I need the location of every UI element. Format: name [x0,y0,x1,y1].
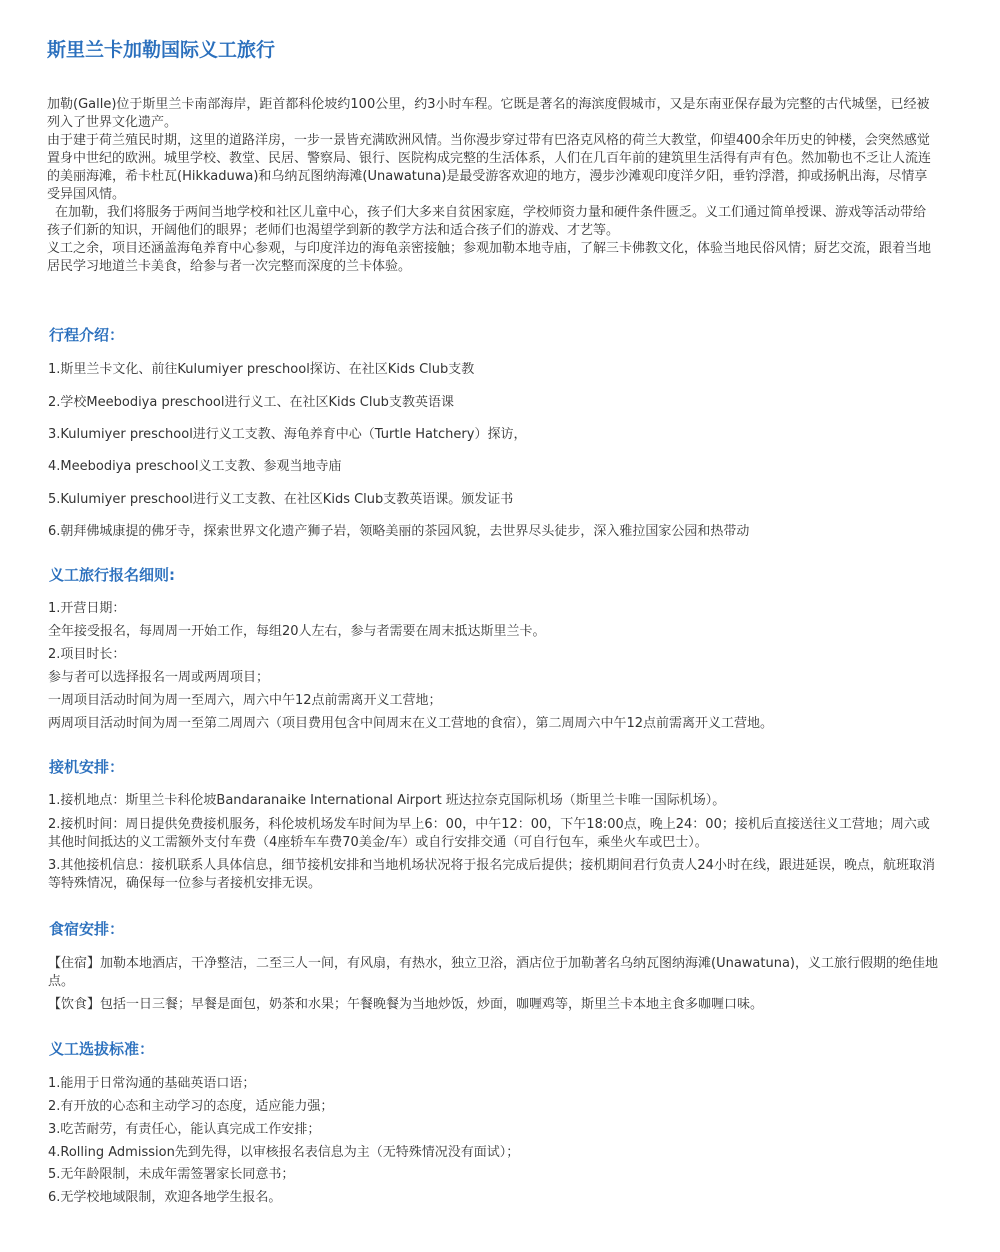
itinerary-item: 5.Kulumiyer preschool进行义工支教、在社区Kids Club支教英语课。颁发证书 [48,492,514,507]
itinerary-item: 3.Kulumiyer preschool进行义工支教、海龟养育中心（Turtle Hatchery）探访， [48,427,527,442]
selection-item: 5.无年龄限制，未成年需签署家长同意书； [48,1167,295,1182]
intro-paragraph: 加勒(Galle)位于斯里兰卡南部海岸，距首都科伦坡约100公里，约3小时车程。它既是著名的海滨度假城市，又是东南亚保存最为完整的古代城堡，已经被列入了世界文化遗产。 [47,97,930,130]
registration-item: 2.项目时长： [48,647,126,662]
pickup-heading: 接机安排： [49,758,125,776]
intro-paragraph: 义工之余，项目还涵盖海龟养育中心参观，与印度洋边的海龟亲密接触；参观加勒本地寺庙，了解三卡佛教文化，体验当地民俗风情；厨艺交流，跟着当地居民学习地道兰卡美食，给参与者一次完整而深度的兰卡体验。 [47,241,932,274]
pickup-item: 1.接机地点：斯里兰卡科伦坡Bandaranaike International Airport 班达拉奈克国际机场（斯里兰卡唯一国际机场）。 [48,793,726,808]
pickup-item: 2.接机时间：周日提供免费接机服务，科伦坡机场发车时间为早上6：00，中午12：00，下午18:00点，晚上24：00；接机后直接送往义工营地；周六或其他时间抵达的义工需额外支付车费（4座轿车车费70美金/车）或自行安排交通（可自行包车，乘坐火车或巴士）。 [48,817,930,850]
lodging-item: 【住宿】加勒本地酒店，干净整洁，二至三人一间，有风扇，有热水，独立卫浴，酒店位于加勒著名乌纳瓦图纳海滩(Unawatuna)，义工旅行假期的绝佳地点。 [48,956,939,989]
pickup-item: 3.其他接机信息：接机联系人具体信息，细节接机安排和当地机场状况将于报名完成后提供；接机期间君行负责人24小时在线，跟进延误，晚点，航班取消等特殊情况，确保每一位参与者接机安排无误。 [48,858,935,891]
lodging-heading: 食宿安排： [49,920,125,938]
itinerary-item: 6.朝拜佛城康提的佛牙寺，探索世界文化遗产狮子岩，领略美丽的茶园风貌，去世界尽头徒步，深入雅拉国家公园和热带动 [48,524,750,539]
itinerary-heading: 行程介绍： [49,326,125,344]
itinerary-item: 1.斯里兰卡文化、前往Kulumiyer preschool探访、在社区Kids Club支教 [48,362,475,377]
intro-paragraph: 由于建于荷兰殖民时期，这里的道路洋房，一步一景皆充满欧洲风情。当你漫步穿过带有巴洛克风格的荷兰大教堂，仰望400余年历史的钟楼，会突然感觉置身中世纪的欧洲。城里学校、教堂、民居、警察局、银行、医院构成完整的生活体系，人们在几百年前的建筑里生活得有声有色。然加勒也不乏让人流连的美丽海滩，希卡杜瓦(Hikkaduwa)和乌纳瓦图纳海滩(Unawatuna)是最受游客欢迎的地方，漫步沙滩观印度洋夕阳，垂钓浮潜，抑或扬帆出海，尽情享受异国风情。 [47,133,932,202]
selection-item: 4.Rolling Admission先到先得，以审核报名表信息为主（无特殊情况没有面试）； [48,1145,520,1160]
selection-heading: 义工选拔标准： [49,1040,155,1058]
registration-item: 一周项目活动时间为周一至周六，周六中午12点前需离开义工营地； [48,693,442,708]
registration-item: 1.开营日期： [48,601,126,616]
intro-paragraph: 在加勒，我们将服务于两间当地学校和社区儿童中心，孩子们大多来自贫困家庭，学校师资力量和硬件条件匮乏。义工们通过简单授课、游戏等活动带给孩子们新的知识，开阔他们的眼界；老师们也渴望学到新的教学方法和适合孩子们的游戏、才艺等。 [47,205,927,238]
lodging-item: 【饮食】包括一日三餐；早餐是面包，奶茶和水果；午餐晚餐为当地炒饭，炒面，咖喱鸡等，斯里兰卡本地主食多咖喱口味。 [48,997,764,1012]
page-title: 斯里兰卡加勒国际义工旅行 [47,39,276,61]
registration-item: 参与者可以选择报名一周或两周项目； [48,670,270,685]
registration-item: 两周项目活动时间为周一至第二周周六（项目费用包含中间周末在义工营地的食宿），第二周周六中午12点前需离开义工营地。 [48,716,774,731]
selection-item: 6.无学校地域限制，欢迎各地学生报名。 [48,1190,282,1205]
selection-item: 2.有开放的心态和主动学习的态度，适应能力强； [48,1099,334,1114]
itinerary-item: 2.学校Meebodiya preschool进行义工、在社区Kids Club支教英语课 [48,395,454,410]
registration-item: 全年接受报名，每周周一开始工作，每组20人左右，参与者需要在周末抵达斯里兰卡。 [48,624,546,639]
itinerary-item: 4.Meebodiya preschool义工支教、参观当地寺庙 [48,459,342,474]
selection-item: 3.吃苦耐劳，有责任心，能认真完成工作安排； [48,1122,321,1137]
intro-section [47,96,937,276]
registration-heading: 义工旅行报名细则: [49,566,175,584]
selection-item: 1.能用于日常沟通的基础英语口语； [48,1076,256,1091]
